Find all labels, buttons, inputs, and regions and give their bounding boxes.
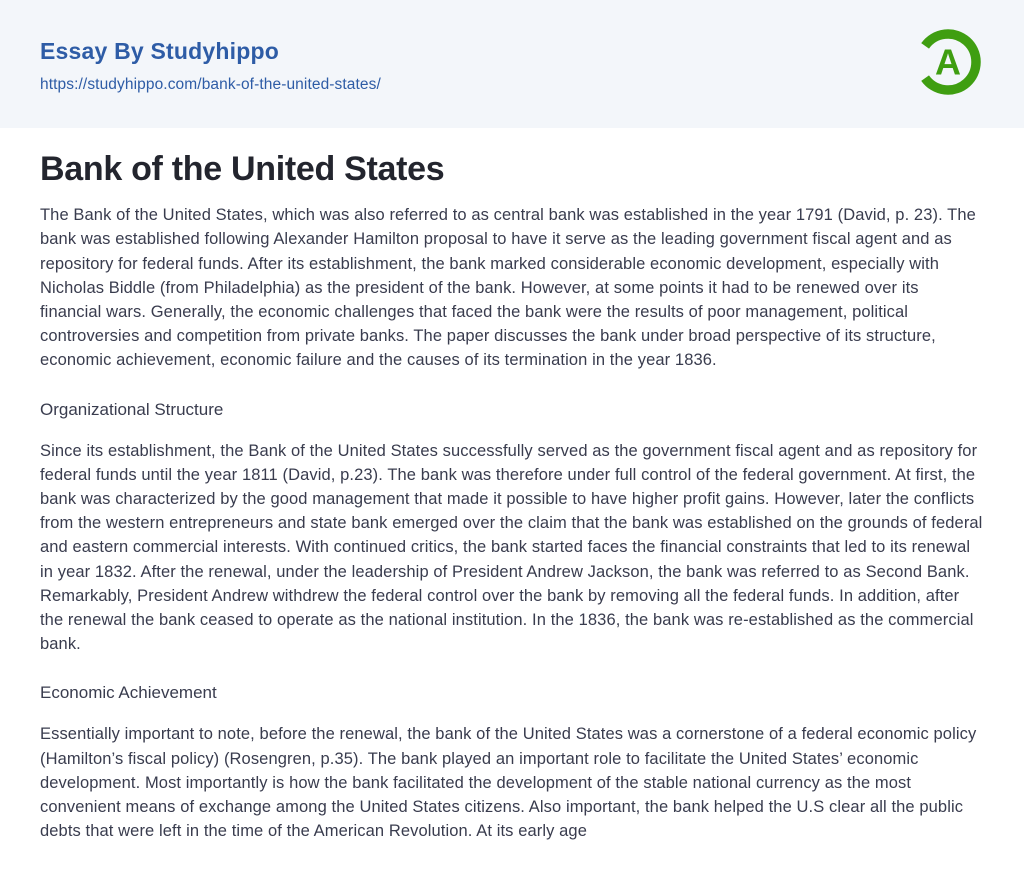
- brand-title: Essay By Studyhippo: [40, 38, 279, 64]
- essay-paragraph-economic-achievement: Essentially important to note, before the renewal, the bank of the United States was a cornerstone of a federal economic policy (Hamilton’s fiscal policy) (Rosengren, p.35). The bank played an important role to facilitate the United States’ economic development. Most importantly is how the bank facilitated the development of the stable national currency as the most convenient means of exchange among the United States citizens. Also important, the bank helped the U.S clear all the public debts that were left in the time of the American Revolution. At its early age: [40, 725, 977, 841]
- source-url-link[interactable]: https://studyhippo.com/bank-of-the-united-states/: [40, 75, 381, 93]
- logo-letter: A: [935, 41, 961, 83]
- essay-paragraph-organizational-structure: Since its establishment, the Bank of the United States successfully served as the government fiscal agent and as repository for federal funds until the year 1811 (David, p.23). The bank was therefore under full control of the federal government. At first, the bank was characterized by the good management that made it possible to have higher profit gains. However, later the conflicts from the western entrepreneurs and state bank emerged over the claim that the bank was established on the grounds of federal and eastern commercial interests. With continued critics, the bank started faces the financial constraints that led to its renewal in year 1832. After the renewal, under the leadership of President Andrew Jackson, the bank was referred to as Second Bank. Remarkably, President Andrew withdrew the federal control over the bank by removing all the federal funds. In addition, after the renewal the bank ceased to operate as the national institution. In the 1836, the bank was re-established as the commercial bank.: [40, 441, 983, 654]
- studyhippo-logo-icon: [908, 22, 988, 102]
- essay-paragraph-intro: The Bank of the United States, which was also referred to as central bank was established in the year 1791 (David, p. 23). The bank was established following Alexander Hamilton proposal to have it serve as the leading government fiscal agent and as repository for federal funds. After its establishment, the bank marked considerable economic development, especially with Nicholas Biddle (from Philadelphia) as the president of the bank. However, at some points it had to be renewed over its financial wars. Generally, the economic challenges that faced the bank were the results of poor management, political controversies and competition from private banks. The paper discusses the bank under broad perspective of its structure, economic achievement, economic failure and the causes of its termination in the year 1836.: [40, 206, 976, 370]
- site-header: [0, 0, 1024, 128]
- section-heading-economic-achievement: Economic Achievement: [40, 683, 217, 703]
- logo-arc-icon: [908, 22, 988, 102]
- essay-content: [0, 128, 1024, 843]
- page-title: Bank of the United States: [40, 150, 445, 188]
- section-heading-organizational-structure: Organizational Structure: [40, 399, 224, 419]
